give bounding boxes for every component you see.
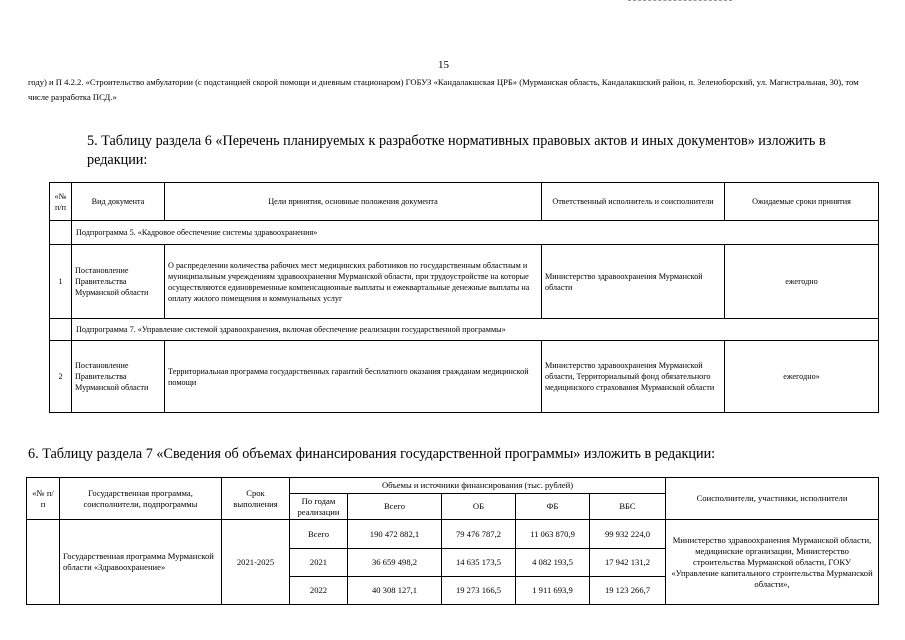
table-row xyxy=(50,245,879,319)
t5-header-goals: Цели принятия, основные положения документа xyxy=(165,183,542,221)
t5-subprogram-5: Подпрограмма 5. «Кадровое обеспечение системы здравоохранения» xyxy=(72,221,879,245)
intro-paragraph: году) и П 4.2.2. «Строительство амбулатории (с подстанцией скорой помощи и дневным стационаром) ГОБУЗ «Кандалакшская ЦРБ» (Мурманская область, Кандалакшский район, п. Зеленоборский, ул. Магистральная, 30), том числе разработка ПСД.» xyxy=(28,77,859,102)
t5-row1-doc-type: Постановление Правительства Мурманской области xyxy=(72,245,165,319)
t6-header-row xyxy=(27,478,879,494)
table-row xyxy=(27,520,879,549)
t6-program-term: 2021-2025 xyxy=(222,520,290,605)
t6-row-vbs: 17 942 131,2 xyxy=(590,549,666,577)
t5-row2-term: ежегодно» xyxy=(725,341,879,413)
t5-header-executor: Ответственный исполнитель и соисполнители xyxy=(542,183,725,221)
t6-row-total: 190 472 882,1 xyxy=(348,520,442,549)
t6-row-total: 40 308 127,1 xyxy=(348,577,442,605)
table5-header-row xyxy=(50,183,879,221)
documents-table xyxy=(49,182,879,413)
t5-row1-goals: О распределении количества рабочих мест медицинских работников по государственным областным и муниципальным учреждениям здравоохранения Мурманской области, при трудоустройстве на которые осуществляются единовременные компенсационные выплаты и ежеквартальные денежные выплаты на оплату жилого помещения и коммунальных услуг xyxy=(165,245,542,319)
t6-header-total: Всего xyxy=(348,494,442,520)
t6-header-volumes: Объемы и источники финансирования (тыс. рублей) xyxy=(290,478,666,494)
t5-empty-cell xyxy=(50,221,72,245)
t6-row-total: 36 659 498,2 xyxy=(348,549,442,577)
t6-row-fb: 1 911 693,9 xyxy=(516,577,590,605)
t5-subprogram-7: Подпрограмма 7. «Управление системой здравоохранения, включая обеспечение реализации государственной программы» xyxy=(72,319,879,341)
section6-heading: 6. Таблицу раздела 7 «Сведения об объемах финансирования государственной программы» изложить в редакции: xyxy=(28,446,716,462)
t5-subprogram-row xyxy=(50,319,879,341)
t6-header-ob: ОБ xyxy=(442,494,516,520)
t5-header-num: «№ п/п xyxy=(50,183,72,221)
t6-row-fb: 11 063 870,9 xyxy=(516,520,590,549)
t6-header-years: По годам реализации xyxy=(290,494,348,520)
t6-row-ob: 19 273 166,5 xyxy=(442,577,516,605)
t5-row1-num: 1 xyxy=(50,245,72,319)
section5-heading: 5. Таблицу раздела 6 «Перечень планируемых к разработке нормативных правовых актов и иных документов» изложить в редакции: xyxy=(87,133,826,168)
t5-row2-num: 2 xyxy=(50,341,72,413)
t5-row1-executor: Министерство здравоохранения Мурманской области xyxy=(542,245,725,319)
t6-row-vbs: 19 123 266,7 xyxy=(590,577,666,605)
t6-header-executors: Соисполнители, участники, исполнители xyxy=(666,478,879,520)
page-number: 15 xyxy=(438,59,449,71)
t5-header-term: Ожидаемые сроки принятия xyxy=(725,183,879,221)
t6-header-vbs: ВБС xyxy=(590,494,666,520)
t5-row2-goals: Территориальная программа государственных гарантий бесплатного оказания гражданам медицинской помощи xyxy=(165,341,542,413)
t6-row-ob: 14 635 173,5 xyxy=(442,549,516,577)
top-edge-line xyxy=(628,0,732,1)
t6-header-fb: ФБ xyxy=(516,494,590,520)
t6-num-cell xyxy=(27,520,60,605)
table-row xyxy=(50,341,879,413)
t5-subprogram-row xyxy=(50,221,879,245)
t6-header-program: Государственная программа, соисполнители, подпрограммы xyxy=(60,478,222,520)
t6-row-vbs: 99 932 224,0 xyxy=(590,520,666,549)
t6-row-year: Всего xyxy=(290,520,348,549)
t5-row2-doc-type: Постановление Правительства Мурманской области xyxy=(72,341,165,413)
t5-row2-executor: Министерство здравоохранения Мурманской области, Территориальный фонд обязательного медицинского страхования Мурманской области xyxy=(542,341,725,413)
t6-row-year: 2022 xyxy=(290,577,348,605)
t6-row-ob: 79 476 787,2 xyxy=(442,520,516,549)
financing-table xyxy=(26,477,879,605)
t6-row-year: 2021 xyxy=(290,549,348,577)
t6-program-name: Государственная программа Мурманской области «Здравоохранение» xyxy=(60,520,222,605)
t6-row-fb: 4 082 193,5 xyxy=(516,549,590,577)
t6-header-num: «№ п/п xyxy=(27,478,60,520)
t5-row1-term: ежегодно xyxy=(725,245,879,319)
t6-executors: Министерство здравоохранения Мурманской области, медицинские организации, Министерство строительства Мурманской области, ГОКУ «Управление капитального строительства Мурманской области», xyxy=(666,520,879,605)
t5-empty-cell xyxy=(50,319,72,341)
t5-header-doc-type: Вид документа xyxy=(72,183,165,221)
t6-header-term: Срок выполнения xyxy=(222,478,290,520)
